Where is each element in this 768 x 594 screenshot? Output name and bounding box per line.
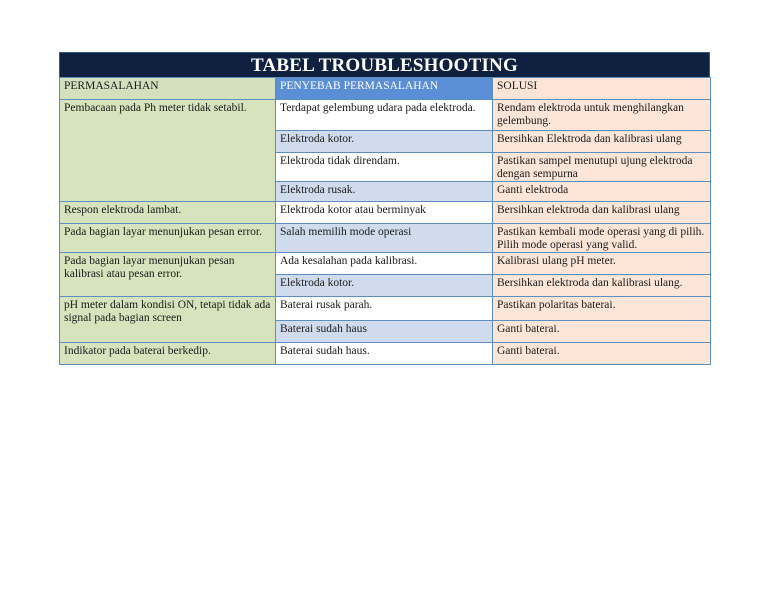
solution-cell: Pastikan sampel menutupi ujung elektroda dengan sempurna [493, 153, 711, 182]
cause-cell: Elektroda rusak. [276, 182, 493, 202]
troubleshooting-table [59, 77, 711, 365]
cause-cell: Baterai sudah haus. [276, 343, 493, 365]
cause-cell: Ada kesalahan pada kalibrasi. [276, 253, 493, 275]
table-body [60, 100, 711, 365]
solution-cell: Kalibrasi ulang pH meter. [493, 253, 711, 275]
solution-cell: Ganti baterai. [493, 321, 711, 343]
cause-cell: Elektroda tidak direndam. [276, 153, 493, 182]
solution-cell: Bersihkan elektroda dan kalibrasi ulang [493, 202, 711, 224]
problem-cell: Respon elektroda lambat. [60, 202, 276, 224]
table-row [60, 253, 711, 275]
cause-cell: Baterai rusak parah. [276, 297, 493, 321]
header-problem: PERMASALAHAN [60, 78, 276, 100]
table-row [60, 202, 711, 224]
header-row [60, 78, 711, 100]
table-row [60, 224, 711, 253]
solution-cell: Ganti baterai. [493, 343, 711, 365]
table-row [60, 297, 711, 321]
solution-cell: Rendam elektroda untuk menghilangkan gelembung. [493, 100, 711, 131]
solution-cell: Bersihkan Elektroda dan kalibrasi ulang [493, 131, 711, 153]
cause-cell: Terdapat gelembung udara pada elektroda. [276, 100, 493, 131]
cause-cell: Baterai sudah haus [276, 321, 493, 343]
solution-cell: Pastikan polaritas baterai. [493, 297, 711, 321]
solution-cell: Pastikan kembali mode operasi yang di pilih. Pilih mode operasi yang valid. [493, 224, 711, 253]
solution-cell: Ganti elektroda [493, 182, 711, 202]
problem-cell: Pada bagian layar menunjukan pesan error. [60, 224, 276, 253]
cause-cell: Salah memilih mode operasi [276, 224, 493, 253]
table-row [60, 100, 711, 131]
troubleshooting-table-container [59, 52, 710, 365]
cause-cell: Elektroda kotor. [276, 275, 493, 297]
table-row [60, 343, 711, 365]
problem-cell: Pada bagian layar menunjukan pesan kalibrasi atau pesan error. [60, 253, 276, 297]
header-solution: SOLUSI [493, 78, 711, 100]
solution-cell: Bersihkan elektroda dan kalibrasi ulang. [493, 275, 711, 297]
header-cause: PENYEBAB PERMASALAHAN [276, 78, 493, 100]
problem-cell: pH meter dalam kondisi ON, tetapi tidak ada signal pada bagian screen [60, 297, 276, 343]
cause-cell: Elektroda kotor atau berminyak [276, 202, 493, 224]
problem-cell: Pembacaan pada Ph meter tidak setabil. [60, 100, 276, 202]
table-title: TABEL TROUBLESHOOTING [59, 52, 710, 77]
problem-cell: Indikator pada baterai berkedip. [60, 343, 276, 365]
cause-cell: Elektroda kotor. [276, 131, 493, 153]
